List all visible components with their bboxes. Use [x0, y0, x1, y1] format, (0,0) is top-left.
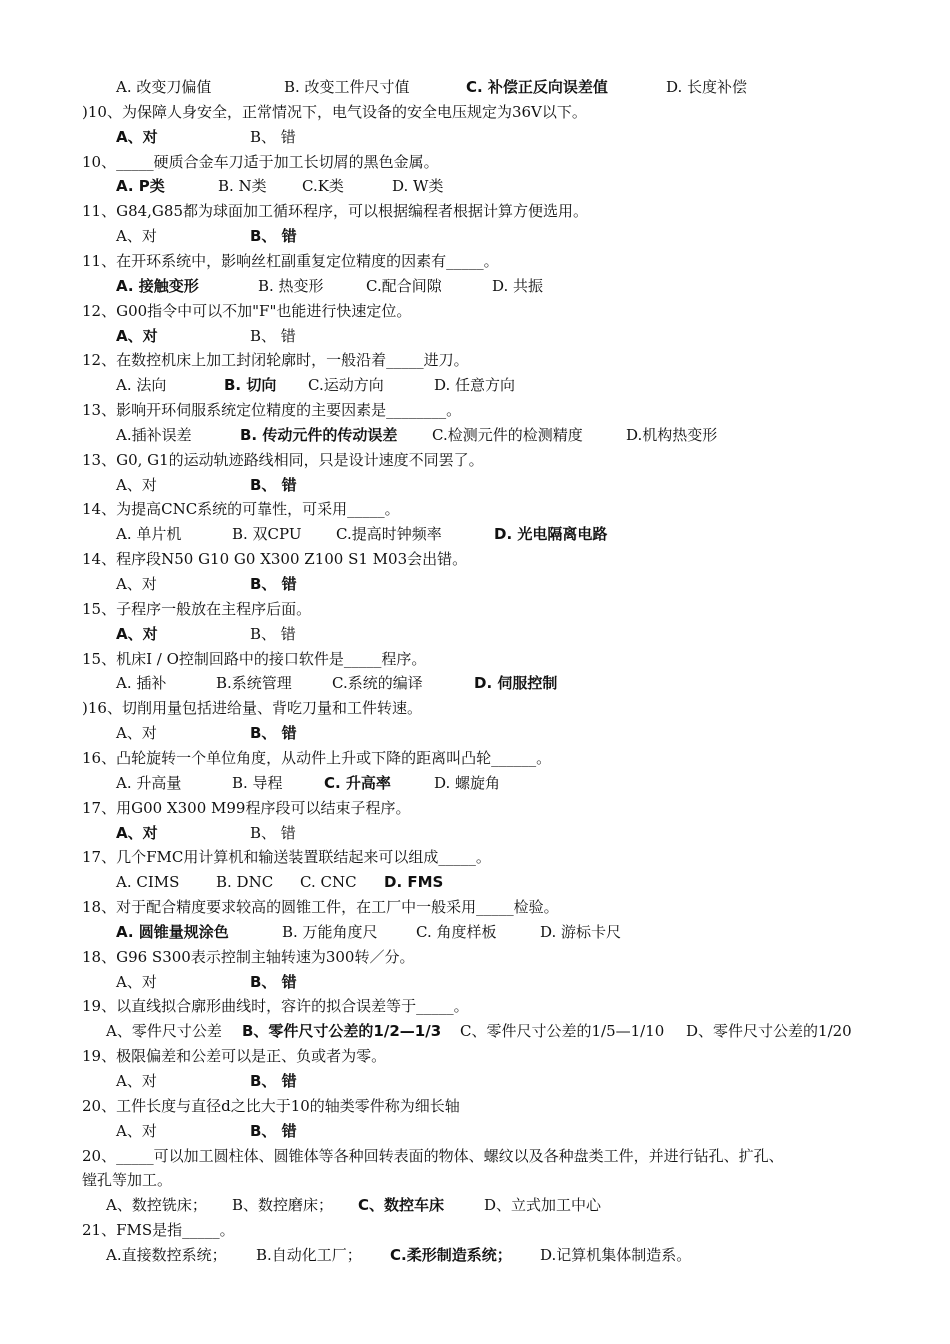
correct-answer-option: B、 错 [250, 724, 297, 743]
correct-answer-option: A. P类 [116, 177, 165, 196]
answer-option: B、 错 [250, 127, 296, 146]
correct-answer-option: B. 切向 [224, 376, 277, 395]
correct-answer-option: D. 伺服控制 [474, 674, 558, 693]
answer-option: B. 导程 [232, 773, 283, 792]
question-text: 15、机床I / O控制回路中的接口软件是_____程序。 [82, 649, 427, 668]
answer-option: D. W类 [392, 177, 444, 196]
correct-answer-option: A、对 [116, 624, 158, 643]
answer-option: B. DNC [216, 873, 274, 892]
answer-option: B. 双CPU [232, 525, 302, 544]
correct-answer-option: B、 错 [250, 575, 297, 593]
question-text: 镗孔等加工。 [82, 1171, 173, 1190]
correct-answer-option: A. 接触变形 [116, 276, 199, 295]
correct-answer-option: A. 圆锥量规涂色 [116, 922, 229, 941]
question-text: 11、G84,G85都为球面加工循环程序，可以根据编程者根据计算方便选用。 [82, 202, 588, 221]
answer-option: A. 法向 [116, 376, 167, 395]
question-text: )10、为保障人身安全，正常情况下，电气设备的安全电压规定为36V以下。 [82, 102, 587, 121]
correct-answer-option: B、零件尺寸公差的1/2—1/3 [242, 1022, 442, 1041]
answer-option: A. 单片机 [116, 525, 182, 544]
answer-option: C.提高时钟频率 [336, 525, 442, 544]
answer-option: C.运动方向 [308, 376, 384, 395]
answer-option: D、零件尺寸公差的1/20 [686, 1022, 852, 1041]
answer-option: C.系统的编译 [332, 674, 423, 693]
correct-answer-option: A、对 [116, 127, 158, 146]
question-text: 13、G0, G1的运动轨迹路线相同，只是设计速度不同罢了。 [82, 450, 484, 469]
answer-option: D. 共振 [492, 276, 544, 295]
question-text: 12、G00指令中可以不加"F"也能进行快速定位。 [82, 301, 412, 320]
question-text: 14、为提高CNC系统的可靠性，可采用_____。 [82, 500, 400, 519]
question-text: 16、凸轮旋转一个单位角度，从动件上升或下降的距离叫凸轮______。 [82, 748, 552, 767]
correct-answer-option: C. 升高率 [324, 773, 391, 792]
answer-option: C、零件尺寸公差的1/5—1/10 [460, 1022, 665, 1041]
question-text: 21、FMS是指_____。 [82, 1221, 235, 1240]
answer-option: A、对 [116, 972, 157, 991]
correct-answer-option: B、 错 [250, 475, 297, 494]
correct-answer-option: C.柔形制造系统； [390, 1245, 512, 1264]
answer-option: C. 角度样板 [416, 922, 497, 941]
answer-option: D.记算机集体制造系。 [540, 1245, 692, 1264]
answer-option: A. 改变刀偏值 [116, 78, 212, 96]
question-text: 13、影响开环伺服系统定位精度的主要因素是________。 [82, 401, 462, 420]
correct-answer-option: B、 错 [250, 227, 297, 246]
correct-answer-option: A、对 [116, 823, 158, 842]
question-text: 14、程序段N50 G10 G0 X300 Z100 S1 M03会出错。 [82, 550, 468, 569]
question-text: 10、_____硬质合金车刀适于加工长切屑的黑色金属。 [82, 152, 439, 171]
answer-option: C.K类 [302, 177, 344, 196]
answer-option: A、对 [116, 227, 157, 246]
answer-option: D. 长度补偿 [666, 78, 748, 96]
correct-answer-option: B、 错 [250, 1121, 297, 1140]
answer-option: B. 万能角度尺 [282, 922, 378, 941]
answer-option: A、对 [116, 1072, 157, 1090]
answer-option: A、对 [116, 575, 157, 593]
answer-option: A、数控铣床； [106, 1196, 207, 1215]
answer-option: A.直接数控系统； [106, 1245, 227, 1264]
correct-answer-option: D. 光电隔离电路 [494, 525, 608, 544]
question-text: 19、极限偏差和公差可以是正、负或者为零。 [82, 1047, 387, 1066]
question-text: 19、以直线拟合廓形曲线时，容许的拟合误差等于_____。 [82, 997, 469, 1016]
question-text: 18、G96 S300表示控制主轴转速为300转／分。 [82, 947, 415, 966]
answer-option: B. 热变形 [258, 276, 324, 295]
question-text: 11、在开环系统中，影响丝杠副重复定位精度的因素有_____。 [82, 251, 499, 270]
answer-option: A. 插补 [116, 674, 167, 693]
answer-option: B. 改变工件尺寸值 [284, 78, 410, 96]
answer-option: C.配合间隙 [366, 276, 442, 295]
question-text: 17、用G00 X300 M99程序段可以结束子程序。 [82, 798, 411, 817]
question-text: 17、几个FMC用计算机和输送装置联结起来可以组成_____。 [82, 848, 491, 867]
answer-option: A. 升高量 [116, 773, 182, 792]
question-text: )16、切削用量包括进给量、背吃刀量和工件转速。 [82, 699, 422, 718]
answer-option: D. 任意方向 [434, 376, 516, 395]
answer-option: B.自动化工厂； [256, 1245, 362, 1264]
question-text: 12、在数控机床上加工封闭轮廓时，一般沿着_____进刀。 [82, 351, 469, 370]
correct-answer-option: B、 错 [250, 1072, 297, 1090]
correct-answer-option: B、 错 [250, 972, 297, 991]
answer-option: D、立式加工中心 [484, 1196, 602, 1215]
question-text: 15、子程序一般放在主程序后面。 [82, 599, 312, 618]
answer-option: D. 螺旋角 [434, 773, 501, 792]
correct-answer-option: C、数控车床 [358, 1196, 445, 1215]
correct-answer-option: B. 传动元件的传动误差 [240, 425, 398, 444]
answer-option: B. N类 [218, 177, 267, 196]
correct-answer-option: C. 补偿正反向误差值 [466, 78, 608, 96]
answer-option: B.系统管理 [216, 674, 292, 693]
answer-option: B、 错 [250, 823, 296, 842]
answer-option: A、零件尺寸公差 [106, 1022, 222, 1041]
answer-option: B、 错 [250, 326, 296, 345]
correct-answer-option: A、对 [116, 326, 158, 345]
answer-option: C.检测元件的检测精度 [432, 425, 583, 444]
answer-option: A、对 [116, 1121, 157, 1140]
answer-option: D.机构热变形 [626, 425, 718, 444]
question-text: 18、对于配合精度要求较高的圆锥工件，在工厂中一般采用_____检验。 [82, 898, 559, 917]
answer-option: B、数控磨床； [232, 1196, 334, 1215]
correct-answer-option: D. FMS [384, 873, 444, 892]
question-text: 20、_____可以加工圆柱体、圆锥体等各种回转表面的物体、螺纹以及各种盘类工件，并进行钻孔、扩孔、 [82, 1146, 784, 1165]
answer-option: A、对 [116, 475, 157, 494]
answer-option: C. CNC [300, 873, 357, 892]
answer-option: B、 错 [250, 624, 296, 643]
question-text: 20、工件长度与直径d之比大于10的轴类零件称为细长轴 [82, 1096, 460, 1115]
answer-option: A.插补误差 [116, 425, 192, 444]
answer-option: D. 游标卡尺 [540, 922, 622, 941]
answer-option: A、对 [116, 724, 157, 743]
answer-option: A. CIMS [116, 873, 180, 892]
